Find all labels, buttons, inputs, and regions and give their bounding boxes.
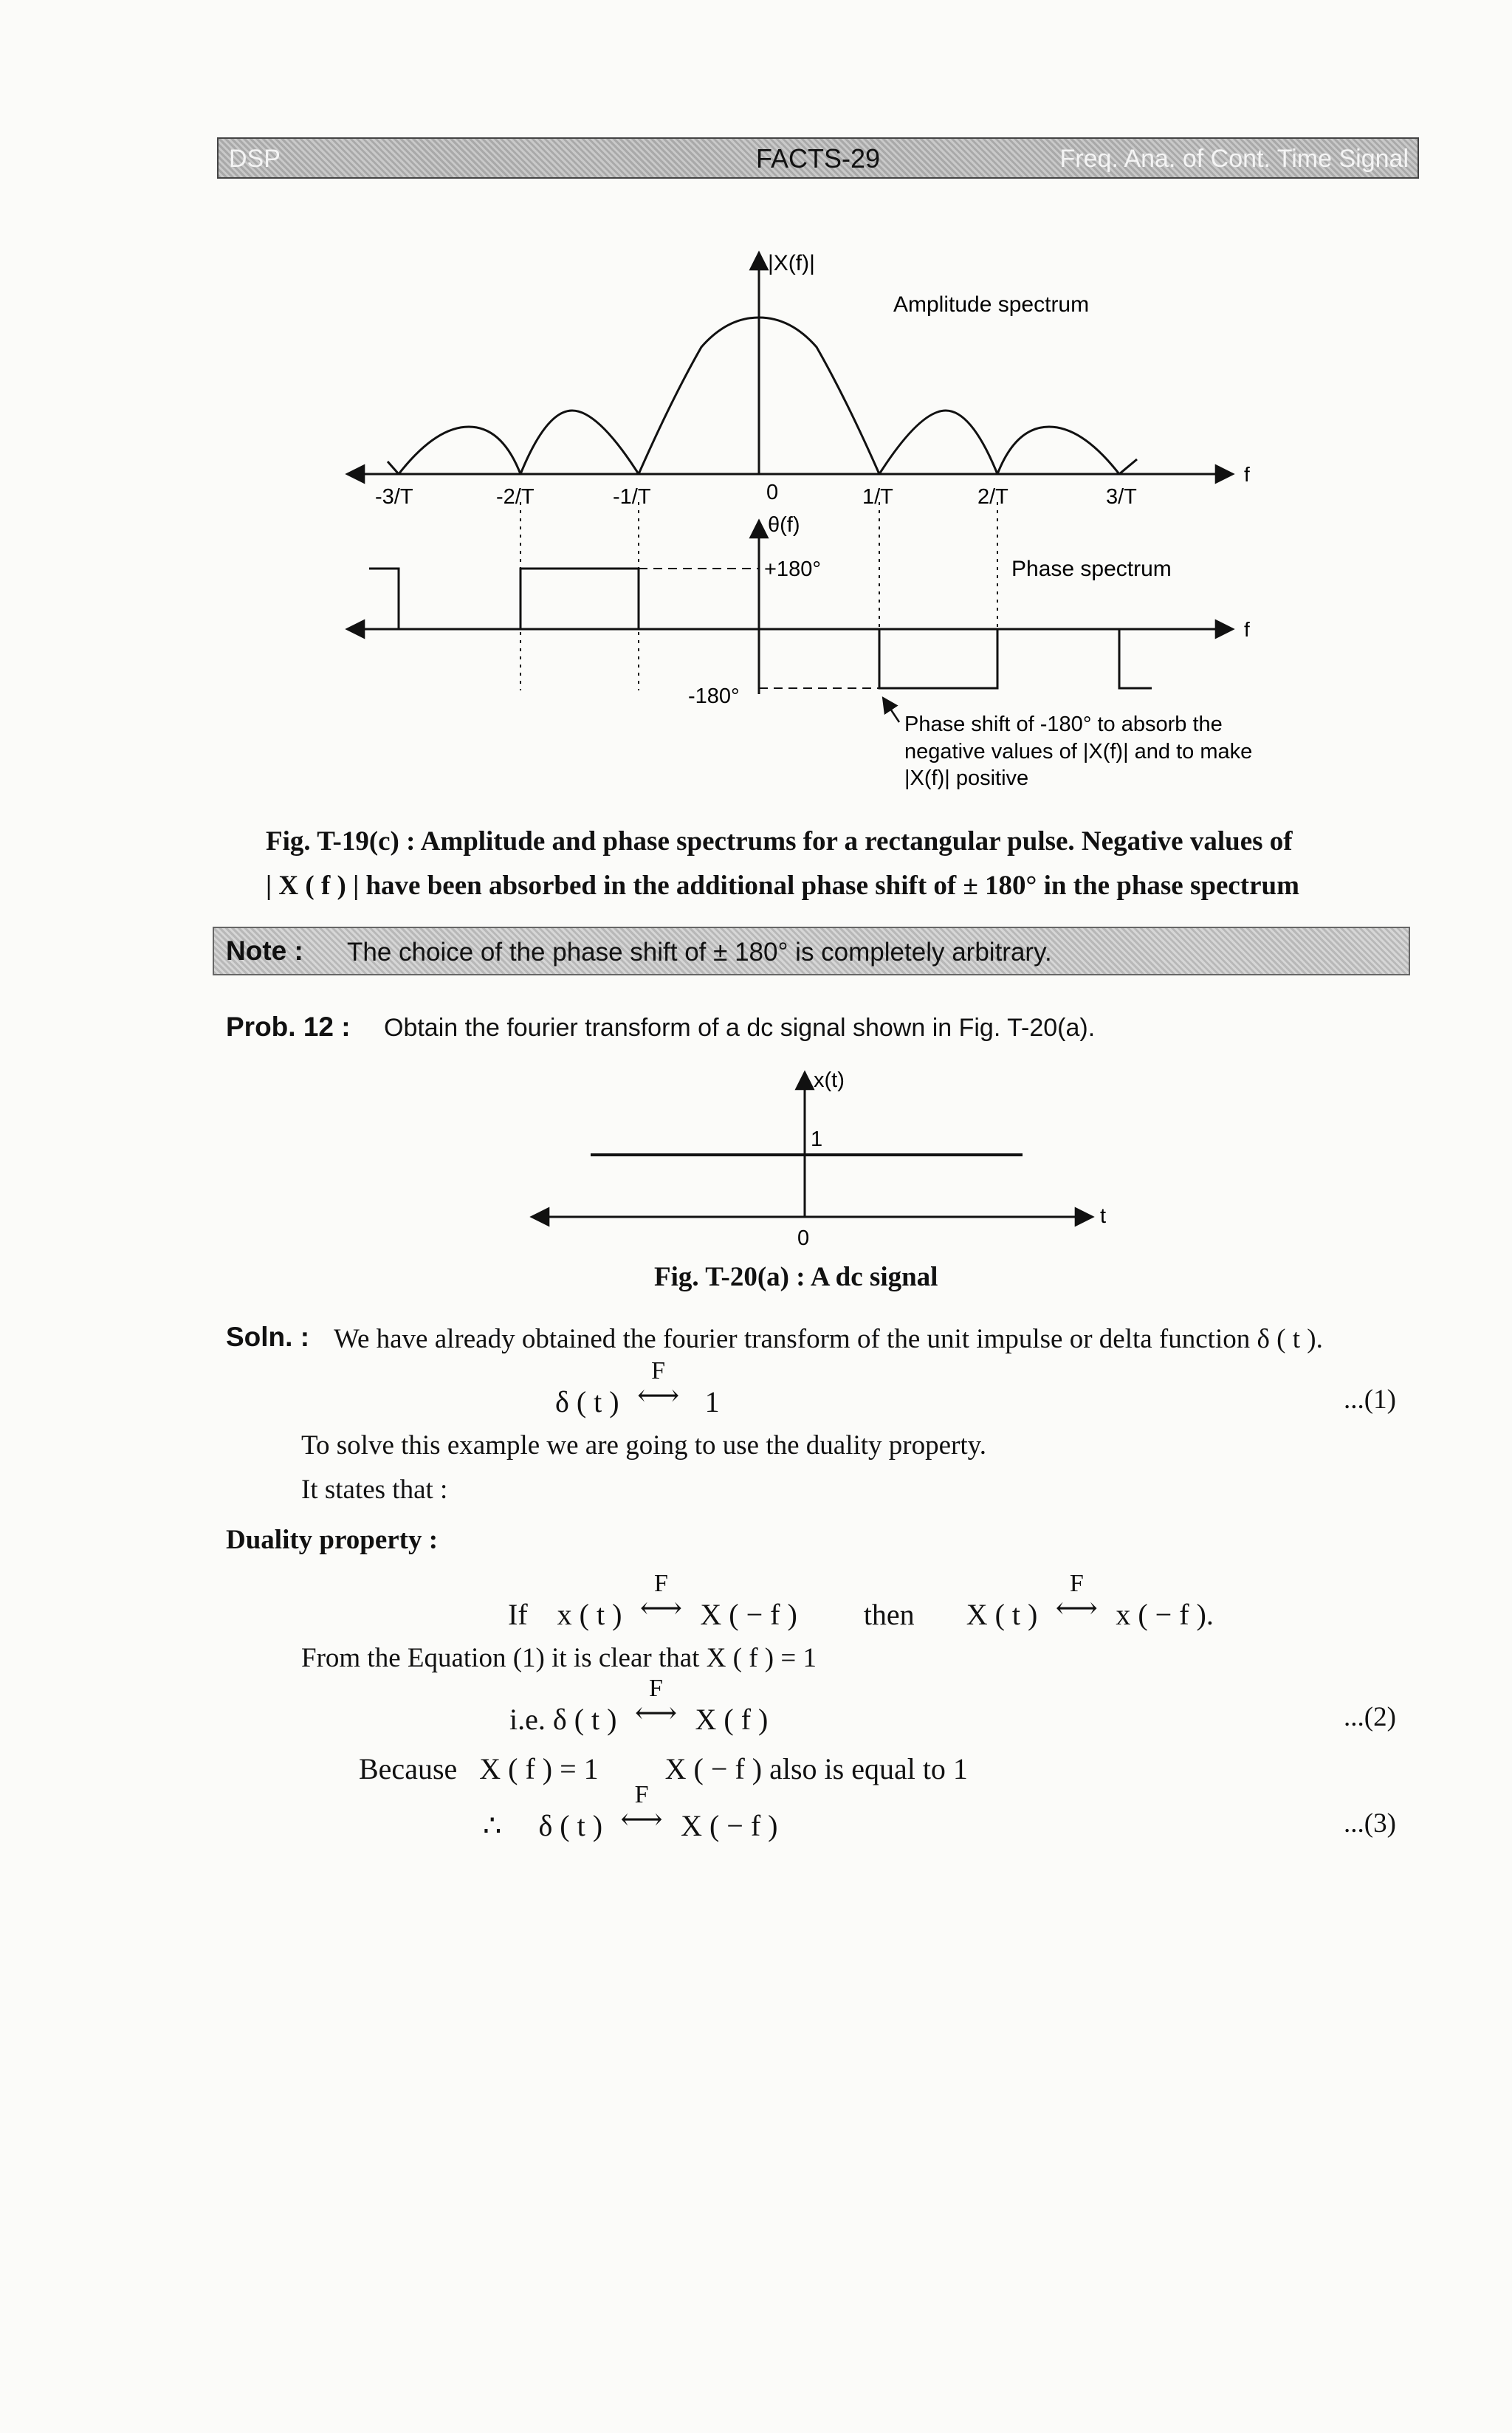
problem-text: Obtain the fourier transform of a dc signal shown in Fig. T-20(a). bbox=[384, 1014, 1096, 1042]
problem-label: Prob. 12 : bbox=[226, 1012, 351, 1042]
eq2-number: ...(2) bbox=[1344, 1702, 1396, 1732]
transform-arrow: ⟷ bbox=[636, 1379, 680, 1412]
figure-caption-t19c-line2: | X ( f ) | have been absorbed in the additional phase shift of ± 180° in the phase spectrum bbox=[266, 871, 1299, 901]
duality-heading: Duality property : bbox=[226, 1525, 439, 1555]
dual-a: x ( t ) bbox=[557, 1598, 622, 1631]
eq3-left: δ ( t ) bbox=[538, 1809, 603, 1842]
dual-d: x ( − f ). bbox=[1116, 1598, 1214, 1631]
amp-f-label: f bbox=[1244, 463, 1250, 486]
dual-then: then bbox=[863, 1598, 915, 1631]
xt-label: x(t) bbox=[814, 1068, 845, 1092]
dual-if: If bbox=[508, 1598, 528, 1631]
dual-c: X ( t ) bbox=[966, 1598, 1038, 1631]
eq1-right: 1 bbox=[704, 1385, 720, 1418]
phase-axis-label: θ(f) bbox=[768, 513, 800, 537]
minus180-label: -180° bbox=[688, 684, 740, 708]
header-left: DSP bbox=[229, 145, 281, 173]
amp-title: Amplitude spectrum bbox=[893, 292, 1090, 317]
tick-neg2T: -2/T bbox=[496, 485, 535, 509]
eq1-left: δ ( t ) bbox=[555, 1385, 619, 1418]
dual-b: X ( − f ) bbox=[700, 1598, 797, 1631]
transform-symbol: F bbox=[651, 1357, 666, 1384]
header-title: FACTS-29 bbox=[755, 143, 881, 174]
because-xf: X ( f ) = 1 bbox=[479, 1752, 599, 1785]
eq2-right: X ( f ) bbox=[695, 1703, 769, 1736]
solution-line-2: To solve this example we are going to use the duality property. bbox=[301, 1430, 986, 1461]
figure-t19c bbox=[325, 236, 1307, 797]
solution-line-4: From the Equation (1) it is clear that X ( f ) = 1 bbox=[301, 1643, 817, 1673]
because-rest: X ( − f ) also is equal to 1 bbox=[664, 1752, 968, 1785]
tick-neg1T: -1/T bbox=[613, 485, 651, 509]
plus180-label: +180° bbox=[764, 557, 821, 581]
t-label: t bbox=[1100, 1204, 1107, 1228]
level-label: 1 bbox=[811, 1128, 823, 1151]
annotation-line-3: |X(f)| positive bbox=[904, 766, 1029, 790]
eq3-number: ...(3) bbox=[1344, 1808, 1396, 1839]
page-header bbox=[217, 137, 1419, 179]
equation-3: ∴ δ ( t ) F ⟷ X ( − f ) bbox=[483, 1781, 778, 1842]
eq2-left: δ ( t ) bbox=[552, 1703, 617, 1736]
note-box bbox=[213, 927, 1410, 975]
eq3-right: X ( − f ) bbox=[681, 1809, 778, 1842]
tick-3T: 3/T bbox=[1106, 485, 1137, 509]
note-text: The choice of the phase shift of ± 180° is completely arbitrary. bbox=[347, 938, 1052, 967]
figure-caption-t20a: Fig. T-20(a) : A dc signal bbox=[654, 1262, 938, 1292]
phase-f-label: f bbox=[1244, 618, 1250, 641]
duality-equation: If x ( t ) F ⟷ X ( − f ) then X ( t ) F ⟷ x ( − f ). bbox=[508, 1570, 1214, 1631]
tick-2T: 2/T bbox=[977, 485, 1008, 509]
annotation-arrow bbox=[883, 698, 899, 722]
amp-axis-label: |X(f)| bbox=[768, 251, 815, 275]
tick-zero: 0 bbox=[766, 481, 779, 504]
annotation-line-2: negative values of |X(f)| and to make bbox=[904, 740, 1253, 763]
solution-line-3: It states that : bbox=[301, 1475, 448, 1505]
because-word: Because bbox=[359, 1752, 458, 1785]
phase-title: Phase spectrum bbox=[1011, 557, 1172, 581]
annotation-line-1: Phase shift of -180° to absorb the bbox=[904, 713, 1223, 736]
figure-caption-t19c-line1: Fig. T-19(c) : Amplitude and phase spectrums for a rectangular pulse. Negative values of bbox=[266, 826, 1293, 857]
note-label: Note : bbox=[226, 936, 303, 966]
equation-1 bbox=[555, 1357, 720, 1419]
amplitude-curve bbox=[399, 318, 1137, 474]
solution-line-1: We have already obtained the fourier transform of the unit impulse or delta function δ ( t ). bbox=[334, 1324, 1323, 1354]
eq1-number: ...(1) bbox=[1344, 1384, 1396, 1415]
tick-neg3T: -3/T bbox=[375, 485, 413, 509]
therefore-symbol: ∴ bbox=[483, 1809, 502, 1842]
solution-label: Soln. : bbox=[226, 1322, 310, 1352]
origin-label: 0 bbox=[797, 1226, 810, 1248]
eq2-ie: i.e. bbox=[509, 1703, 546, 1736]
tick-1T: 1/T bbox=[862, 485, 893, 509]
figure-t20a bbox=[517, 1056, 1122, 1248]
equation-2: i.e. δ ( t ) F ⟷ X ( f ) bbox=[509, 1675, 769, 1736]
header-right: Freq. Ana. of Cont. Time Signal bbox=[1059, 145, 1409, 173]
